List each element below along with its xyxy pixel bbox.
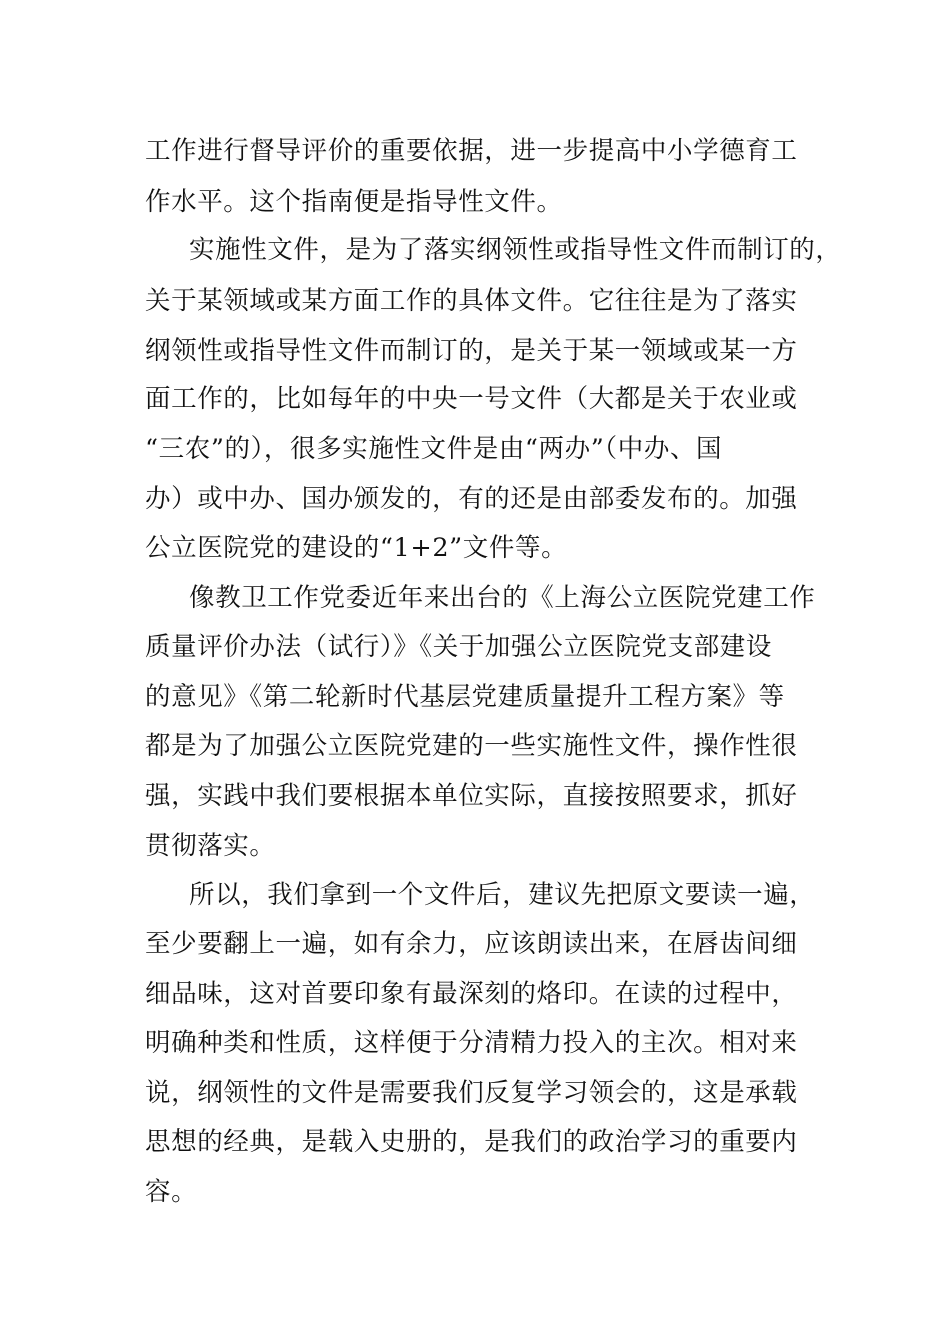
- text-line: 作水平。这个指南便是指导性文件。: [145, 187, 563, 217]
- text-line: 的意见》《第二轮新时代基层党建质量提升工程方案》等: [145, 682, 785, 712]
- text-line: 贯彻落实。: [145, 831, 276, 861]
- text-line: 关于某领域或某方面工作的具体文件。它往往是为了落实: [145, 286, 798, 316]
- text-line: 至少要翻上一遍，如有余力，应该朗读出来，在唇齿间细: [145, 929, 798, 959]
- text-line: 容。: [145, 1177, 198, 1207]
- text-line: 说，纲领性的文件是需要我们反复学习领会的，这是承载: [145, 1078, 798, 1108]
- text-line: 办）或中办、国办颁发的，有的还是由部委发布的。加强: [145, 484, 798, 514]
- text-line: 实施性文件，是为了落实纲领性或指导性文件而制订的，: [189, 235, 842, 265]
- text-line: 质量评价办法（试行）》《关于加强公立医院党支部建设: [145, 632, 773, 662]
- text-line: “三农”的），很多实施性文件是由“两办”（中办、国: [145, 434, 723, 464]
- text-line: 像教卫工作党委近年来出台的《上海公立医院党建工作: [189, 583, 816, 613]
- text-line: 所以，我们拿到一个文件后，建议先把原文要读一遍，: [189, 880, 816, 910]
- text-line: 工作进行督导评价的重要依据，进一步提高中小学德育工: [145, 136, 798, 166]
- text-line: 都是为了加强公立医院党建的一些实施性文件，操作性很: [145, 731, 798, 761]
- text-line: 面工作的，比如每年的中央一号文件（大都是关于农业或: [145, 384, 798, 414]
- text-line: 细品味，这对首要印象有最深刻的烙印。在读的过程中，: [145, 979, 798, 1009]
- text-line: 公立医院党的建设的“1+2”文件等。: [145, 533, 568, 563]
- text-line: 纲领性或指导性文件而制订的，是关于某一领域或某一方: [145, 336, 798, 366]
- text-line: 思想的经典，是载入史册的，是我们的政治学习的重要内: [145, 1127, 798, 1157]
- text-line: 强，实践中我们要根据本单位实际，直接按照要求，抓好: [145, 781, 798, 811]
- text-line: 明确种类和性质，这样便于分清精力投入的主次。相对来: [145, 1028, 798, 1058]
